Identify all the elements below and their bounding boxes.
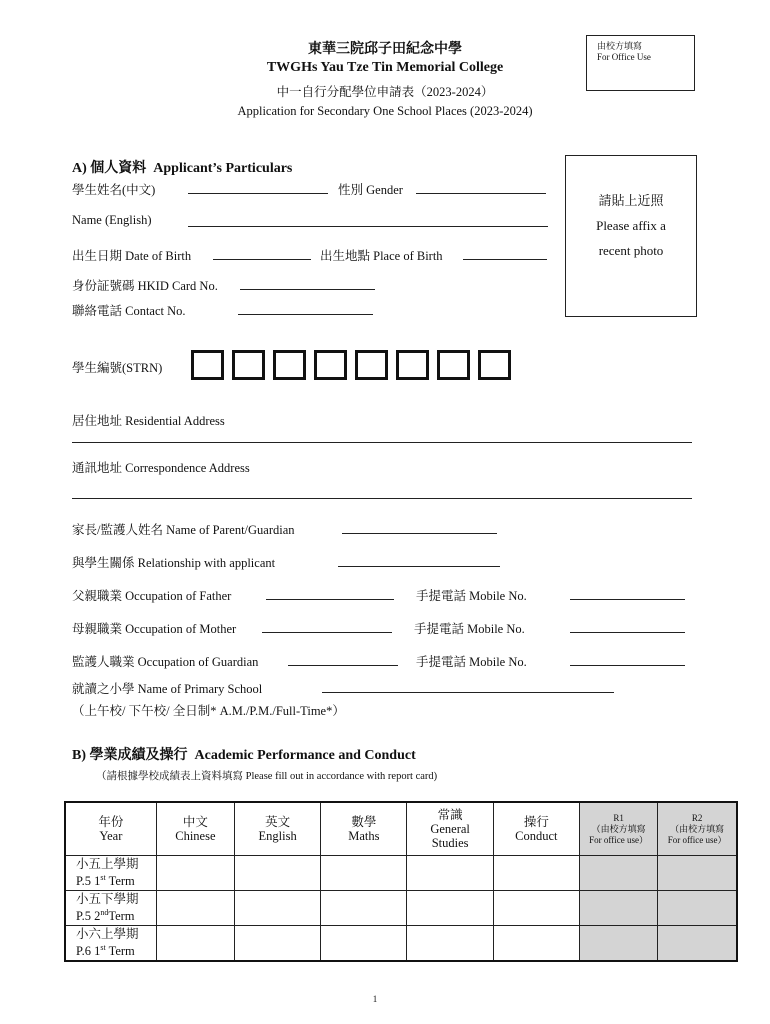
photo-text-zh: 請貼上近照: [598, 193, 664, 208]
strn-label: 學生編號(STRN): [72, 361, 163, 375]
strn-box-7[interactable]: [437, 350, 470, 380]
r2-cell: [658, 891, 737, 926]
r1-cell: [579, 856, 657, 891]
mother-mobile-label: 手提電話 Mobile No.: [414, 622, 525, 636]
r2-cell: [658, 856, 737, 891]
col-gs-en-1: General: [430, 822, 470, 836]
residential-label: 居住地址 Residential Address: [72, 414, 225, 428]
r1-cell: [579, 891, 657, 926]
term-zh: 小五上學期: [76, 857, 139, 872]
photo-box[interactable]: [565, 155, 697, 317]
form-title-en: Application for Secondary One School Places (2023-2024): [237, 104, 533, 118]
col-r2: [658, 802, 737, 856]
name-en-label: Name (English): [72, 213, 152, 227]
col-gs-en-2: Studies: [431, 836, 469, 850]
english-cell[interactable]: [234, 926, 320, 962]
term-sup: st: [100, 943, 106, 953]
col-gs-zh: 常識: [437, 808, 463, 822]
col-r1-label: R1: [613, 812, 624, 823]
chinese-cell[interactable]: [156, 926, 234, 962]
col-r2-office-en: For office use）: [667, 834, 727, 845]
strn-box-6[interactable]: [396, 350, 429, 380]
r1-cell: [579, 926, 657, 962]
table-row: [65, 856, 737, 891]
pob-label: 出生地點 Place of Birth: [320, 249, 443, 263]
term-sup: st: [100, 873, 106, 883]
contact-field[interactable]: [238, 302, 373, 315]
conduct-cell[interactable]: [493, 856, 579, 891]
chinese-cell[interactable]: [156, 891, 234, 926]
conduct-cell[interactable]: [493, 891, 579, 926]
parent-label: 家長/監護人姓名 Name of Parent/Guardian: [72, 523, 295, 537]
section-a-heading: [72, 157, 292, 177]
dob-field[interactable]: [213, 247, 311, 260]
pob-field[interactable]: [463, 247, 547, 260]
col-maths-en: Maths: [348, 829, 380, 843]
hkid-field[interactable]: [240, 277, 375, 290]
gs-cell[interactable]: [407, 891, 493, 926]
name-zh-label: 學生姓名(中文): [72, 183, 156, 197]
name-zh-row: [72, 180, 155, 198]
primary-school-field[interactable]: [322, 680, 614, 693]
col-r1-office-zh: （由校方填寫: [591, 823, 646, 834]
english-cell[interactable]: [234, 891, 320, 926]
mother-occ-field[interactable]: [262, 620, 392, 633]
section-b-heading-zh: B) 學業成績及操行: [72, 748, 188, 763]
term-sup: nd: [100, 908, 109, 918]
office-use-zh: 由校方填寫: [597, 41, 643, 51]
session-label: （上午校/ 下午校/ 全日制* A.M./P.M./Full-Time*）: [72, 704, 345, 718]
gs-cell[interactable]: [407, 926, 493, 962]
col-chinese: [156, 802, 234, 856]
guardian-mobile-label: 手提電話 Mobile No.: [416, 655, 527, 669]
office-use-box[interactable]: [586, 35, 695, 91]
term-cell: [65, 891, 156, 926]
strn-box-4[interactable]: [314, 350, 347, 380]
term-en-post: Term: [108, 909, 135, 924]
section-b-instruction: （請根據學校成績表上資料填寫 Please fill out in accordance with report card): [96, 771, 438, 782]
photo-text-en-1: Please affix a: [596, 218, 666, 233]
section-b-heading: [72, 744, 416, 764]
col-english-en: English: [258, 829, 297, 843]
col-general-studies: [407, 802, 493, 856]
term-zh: 小六上學期: [76, 927, 139, 942]
term-en: P.6 1: [76, 944, 101, 959]
relationship-field[interactable]: [338, 554, 500, 567]
chinese-cell[interactable]: [156, 856, 234, 891]
col-r1-office-en: For office use）: [589, 834, 648, 845]
guardian-occ-field[interactable]: [288, 653, 398, 666]
mother-mobile-field[interactable]: [570, 620, 685, 633]
maths-cell[interactable]: [321, 856, 407, 891]
school-name-zh: 東華三院邱子田紀念中學: [308, 42, 462, 57]
dob-label: 出生日期 Date of Birth: [72, 249, 192, 263]
contact-label: 聯絡電話 Contact No.: [72, 304, 186, 318]
term-cell: [65, 856, 156, 891]
col-conduct: [493, 802, 579, 856]
col-english-zh: 英文: [265, 815, 291, 829]
table-row: [65, 926, 737, 962]
father-occ-label: 父親職業 Occupation of Father: [72, 589, 232, 603]
conduct-cell[interactable]: [493, 926, 579, 962]
guardian-occ-label: 監護人職業 Occupation of Guardian: [72, 655, 259, 669]
father-occ-field[interactable]: [266, 587, 394, 600]
name-zh-field[interactable]: [188, 181, 328, 194]
col-maths: [321, 802, 407, 856]
table-row: [65, 891, 737, 926]
strn-box-1[interactable]: [191, 350, 224, 380]
form-title-zh: 中一自行分配學位申請表（2023-2024）: [276, 85, 494, 99]
col-chinese-en: Chinese: [175, 829, 216, 843]
name-en-field[interactable]: [188, 214, 548, 227]
strn-box-3[interactable]: [273, 350, 306, 380]
term-cell: [65, 926, 156, 962]
maths-cell[interactable]: [321, 926, 407, 962]
grades-table: [64, 801, 738, 962]
residential-field[interactable]: [72, 442, 692, 443]
correspondence-label: 通訊地址 Correspondence Address: [72, 461, 250, 475]
relationship-label: 與學生關係 Relationship with applicant: [72, 556, 276, 570]
parent-field[interactable]: [342, 521, 497, 534]
col-year: [65, 802, 156, 856]
term-en-post: Term: [105, 944, 135, 959]
father-mobile-field[interactable]: [570, 587, 685, 600]
col-english: [234, 802, 320, 856]
primary-school-label: 就讀之小學 Name of Primary School: [72, 682, 263, 696]
maths-cell[interactable]: [321, 891, 407, 926]
office-use-en: For Office Use: [597, 52, 651, 62]
section-a-heading-zh: A) 個人資料: [72, 161, 147, 176]
col-conduct-zh: 操行: [523, 815, 549, 829]
col-year-en: Year: [99, 829, 123, 843]
term-en: P.5 2: [76, 909, 101, 924]
r2-cell: [658, 926, 737, 962]
table-header-row: [65, 802, 737, 856]
section-a-heading-en: Applicant’s Particulars: [153, 161, 293, 176]
section-b-heading-en: Academic Performance and Conduct: [194, 748, 416, 763]
term-en: P.5 1: [76, 874, 101, 889]
col-year-zh: 年份: [98, 815, 124, 829]
gender-field[interactable]: [416, 181, 546, 194]
gender-label: 性別 Gender: [338, 183, 403, 197]
guardian-mobile-field[interactable]: [570, 653, 685, 666]
col-maths-zh: 數學: [351, 815, 377, 829]
correspondence-field[interactable]: [72, 498, 692, 499]
hkid-label: 身份証號碼 HKID Card No.: [72, 279, 218, 293]
term-zh: 小五下學期: [76, 892, 139, 907]
col-r2-label: R2: [691, 812, 703, 823]
col-r2-office-zh: （由校方填寫: [670, 823, 725, 834]
strn-box-5[interactable]: [355, 350, 388, 380]
col-conduct-en: Conduct: [515, 829, 558, 843]
col-chinese-zh: 中文: [182, 815, 208, 829]
term-en-post: Term: [105, 874, 135, 889]
father-mobile-label: 手提電話 Mobile No.: [416, 589, 527, 603]
strn-box-8[interactable]: [478, 350, 511, 380]
gs-cell[interactable]: [407, 856, 493, 891]
page-number: 1: [372, 994, 378, 1004]
col-r1: [579, 802, 657, 856]
mother-occ-label: 母親職業 Occupation of Mother: [72, 622, 237, 636]
photo-text-en-2: recent photo: [598, 243, 664, 258]
english-cell[interactable]: [234, 856, 320, 891]
school-name-en: TWGHs Yau Tze Tin Memorial College: [266, 60, 504, 75]
strn-box-2[interactable]: [232, 350, 265, 380]
